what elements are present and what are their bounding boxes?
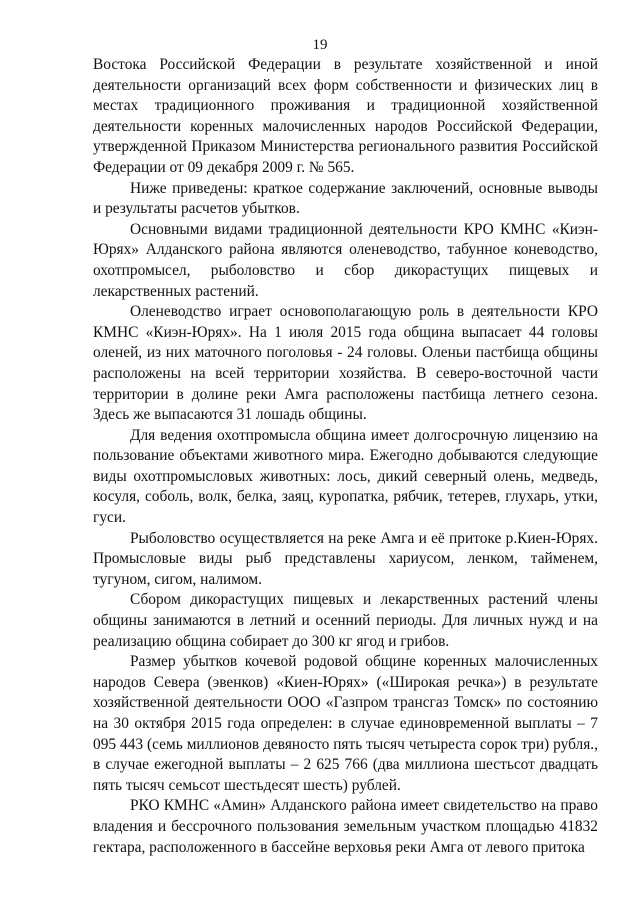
paragraph-hunting: Для ведения охотпромысла община имеет долгосрочную лицензию на пользование объектами животного мира. Ежегодно добываются следующие виды охотпромысловых животных: лось, дикий северный олень, медведь, косуля, соболь, волк, белка, заяц, куропатка, рябчик, тетерев, глухарь, утки, гуси. [93,426,598,527]
paragraph-damages: Размер убытков кочевой родовой общине коренных малочисленных народов Севера (эвенков) «Киен-Юрях» («Широкая речка») в результате хозяйственной деятельности ООО «Газпром трансгаз Томск» по состоянию на 30 октября 2015 года определен: в случае единовременной выплаты – 7 095 443 (семь миллионов девяносто пять тысяч четыреста сорок три) рубля., в случае ежегодной выплаты – 2 625 766 (два миллиона шестьсот двадцать пять тысяч семьсот шестьдесят шесть) рублей. [93,653,598,794]
paragraph-activities: Основными видами традиционной деятельности КРО КМНС «Киэн-Юрях» Алданского района являются оленеводство, табунное коневодство, охотпромысел, рыболовство и сбор дикорастущих пищевых и лекарственных растений. [93,220,598,300]
body-text [93,55,598,858]
paragraph-fishing: Рыболовство осуществляется на реке Амга и её притоке р.Киен-Юрях. Промысловые виды рыб представлены хариусом, ленком, тайменем, тугуном, сигом, налимом. [93,529,598,588]
paragraph-continuation: Востока Российской Федерации в результате хозяйственной и иной деятельности организаций всех форм собственности и физических лиц в местах традиционного проживания и традиционной хозяйственной деятельности коренных малочисленных народов Российской Федерации, утвержденной Приказом Министерства регионального развития Российской Федерации от 09 декабря 2009 г. № 565. [93,56,598,176]
paragraph-gathering: Сбором дикорастущих пищевых и лекарственных растений члены общины занимаются в летний и осенний периоды. Для личных нужд и на реализацию община собирает до 300 кг ягод и грибов. [93,591,598,650]
paragraph-reindeer: Оленеводство играет основополагающую роль в деятельности КРО КМНС «Киэн-Юрях». На 1 июля 2015 года община выпасает 44 головы оленей, из них маточного поголовья - 24 головы. Оленьи пастбища общины расположены на всей территории хозяйства. В северо-восточной части территории в долине реки Амга расположены пастбища летнего сезона. Здесь же выпасаются 31 лошадь общины. [93,303,598,424]
page-number: 19 [312,37,328,53]
paragraph-amin: РКО КМНС «Амин» Алданского района имеет свидетельство на право владения и бессрочного пользования земельным участком площадью 41832 гектара, расположенного в бассейне верховья реки Амга от левого притока [93,797,598,856]
paragraph-summary-intro: Ниже приведены: краткое содержание заключений, основные выводы и результаты расчетов убытков. [93,179,598,218]
